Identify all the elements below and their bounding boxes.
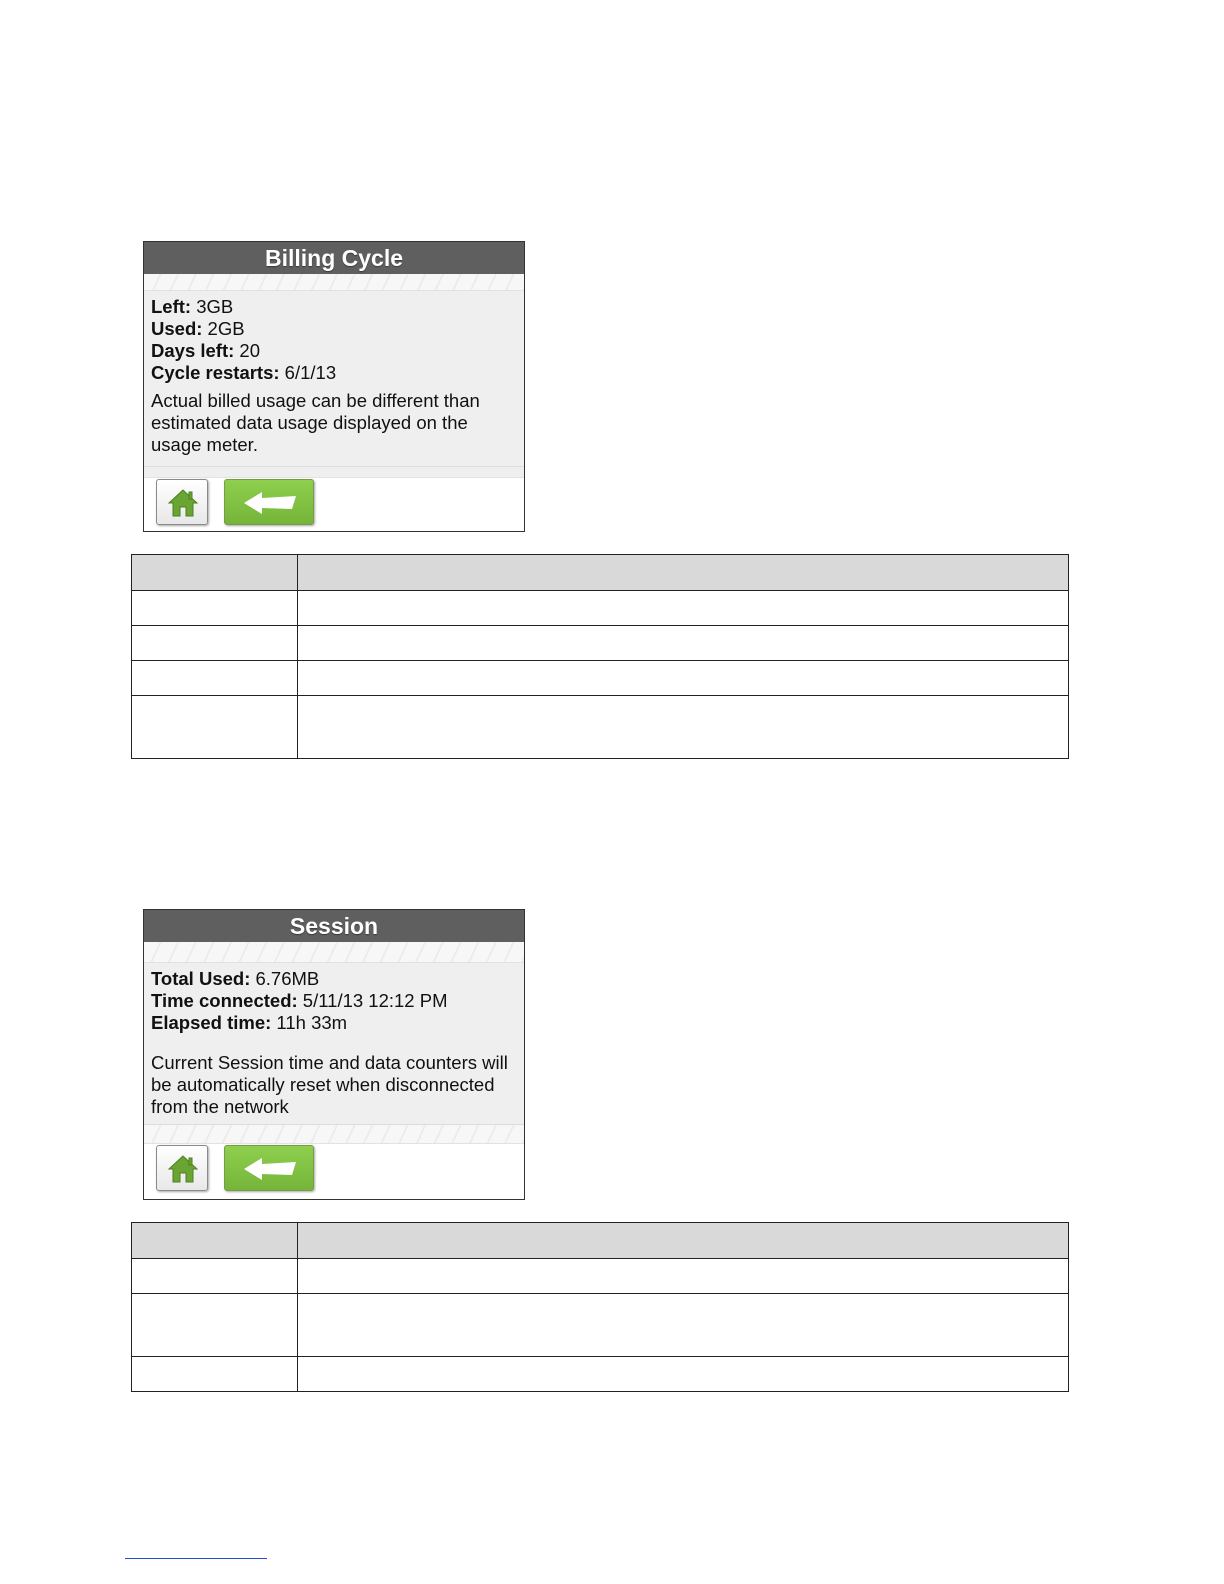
- left-value: 3GB: [191, 296, 234, 317]
- table-row: [132, 661, 1069, 696]
- elapsed-time-value: 11h 33m: [271, 1012, 348, 1033]
- time-connected-row: [151, 990, 517, 1012]
- used-value: 2GB: [202, 318, 245, 339]
- left-row: [151, 296, 517, 318]
- table-cell: [298, 696, 1069, 759]
- table-row: [132, 696, 1069, 759]
- screen-title: Session: [144, 910, 524, 942]
- total-used-row: [151, 968, 517, 990]
- left-label: Left:: [151, 296, 192, 317]
- home-icon: [167, 1154, 199, 1184]
- cycle-restarts-row: [151, 362, 517, 384]
- used-label: Used:: [151, 318, 203, 339]
- table-header-cell: [298, 555, 1069, 591]
- divider-stripe: [144, 274, 524, 291]
- table-header-row: [132, 555, 1069, 591]
- divider-stripe: [144, 942, 524, 963]
- session-screen: [143, 909, 525, 1200]
- time-connected-value: 5/11/13 12:12 PM: [297, 990, 448, 1011]
- back-arrow-icon: [242, 1156, 298, 1182]
- billing-cycle-table: [131, 554, 1069, 759]
- table-cell: [298, 626, 1069, 661]
- total-used-value: 6.76MB: [250, 968, 320, 989]
- total-used-label: Total Used:: [151, 968, 251, 989]
- days-left-value: 20: [234, 340, 260, 361]
- billing-note: Actual billed usage can be different than estimated data usage displayed on the usage meter.: [151, 390, 480, 455]
- billing-cycle-screen: [143, 241, 525, 532]
- table-cell: [132, 626, 298, 661]
- home-button[interactable]: [156, 479, 208, 525]
- table-row: [132, 626, 1069, 661]
- table-row: [132, 591, 1069, 626]
- table-cell: [298, 1259, 1069, 1294]
- back-button[interactable]: [224, 479, 314, 525]
- table-cell: [298, 661, 1069, 696]
- table-cell: [132, 591, 298, 626]
- table-cell: [132, 1259, 298, 1294]
- footnote-separator: [125, 1558, 267, 1559]
- cycle-restarts-label: Cycle restarts:: [151, 362, 280, 383]
- elapsed-time-label: Elapsed time:: [151, 1012, 272, 1033]
- session-table: [131, 1222, 1069, 1392]
- table-row: [132, 1357, 1069, 1392]
- table-header-cell: [298, 1223, 1069, 1259]
- table-cell: [132, 1294, 298, 1357]
- table-header-cell: [132, 1223, 298, 1259]
- back-button[interactable]: [224, 1145, 314, 1191]
- screen-footer: [144, 478, 524, 528]
- divider-stripe: [144, 1124, 524, 1144]
- home-icon: [167, 488, 199, 518]
- table-cell: [298, 1294, 1069, 1357]
- home-button[interactable]: [156, 1145, 208, 1191]
- back-arrow-icon: [242, 490, 298, 516]
- table-cell: [298, 1357, 1069, 1392]
- elapsed-time-row: [151, 1012, 517, 1034]
- table-cell: [132, 1357, 298, 1392]
- session-details: [144, 963, 524, 1124]
- table-header-row: [132, 1223, 1069, 1259]
- billing-details: [144, 291, 524, 466]
- days-left-row: [151, 340, 517, 362]
- table-header-cell: [132, 555, 298, 591]
- days-left-label: Days left:: [151, 340, 235, 361]
- screen-footer: [144, 1144, 524, 1194]
- table-cell: [298, 591, 1069, 626]
- table-cell: [132, 696, 298, 759]
- table-row: [132, 1294, 1069, 1357]
- time-connected-label: Time connected:: [151, 990, 298, 1011]
- table-row: [132, 1259, 1069, 1294]
- used-row: [151, 318, 517, 340]
- table-cell: [132, 661, 298, 696]
- divider-stripe: [144, 466, 524, 478]
- screen-title: Billing Cycle: [144, 242, 524, 274]
- session-note: Current Session time and data counters will be automatically reset when disconnected from the network: [151, 1052, 508, 1117]
- cycle-restarts-value: 6/1/13: [279, 362, 337, 383]
